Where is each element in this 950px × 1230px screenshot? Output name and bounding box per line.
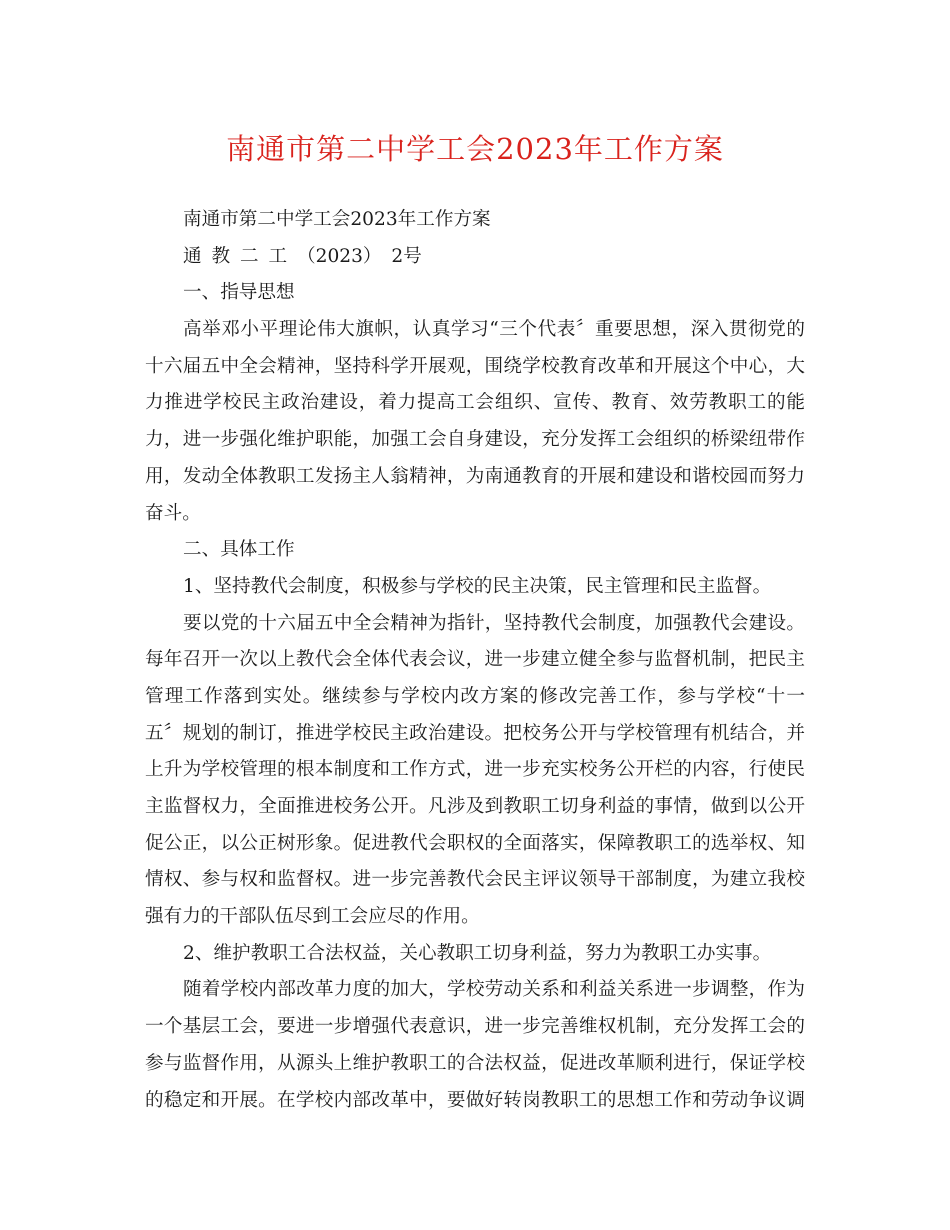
paragraph-line: 每年召开一次以上教代会全体代表会议，进一步建立健全参与监督机制，把民主 [145,649,805,671]
paragraph-line: 奋斗。 [145,502,201,524]
paragraph-line: 十六届五中全会精神，坚持科学开展观，围绕学校教育改革和开展这个中心，大 [145,355,805,377]
subtitle-line: 南通市第二中学工会2023年工作方案 [183,209,491,230]
paragraph-line: 上升为学校管理的根本制度和工作方式，进一步充实校务公开栏的内容，行使民 [145,759,805,781]
document-number-line: 通 教 二 工 （2023） 2号 [183,245,422,267]
paragraph-line: 促公正，以公正树形象。促进教代会职权的全面落实，保障教职工的选举权、知 [145,832,805,854]
section-heading-guiding-ideology: 一、指导思想 [183,282,295,304]
paragraph-line: 强有力的干部队伍尽到工会应尽的作用。 [145,906,480,928]
paragraph-line: 随着学校内部改革力度的加大，学校劳动关系和利益关系进一步调整，作为 [183,979,805,1001]
paragraph-line: 一个基层工会，要进一步增强代表意识，进一步完善维权机制，充分发挥工会的 [145,1016,805,1038]
paragraph-line: 力推进学校民主政治建设，着力提高工会组织、宣传、教育、效劳教职工的能 [145,392,805,414]
item-heading-2: 2、维护教职工合法权益，关心教职工切身利益，努力为教职工办实事。 [183,942,772,964]
paragraph-line: 五〞规划的制订，推进学校民主政治建设。把校务公开与学校管理有机结合，并 [145,722,805,744]
paragraph-line: 力，进一步强化维护职能，加强工会自身建设，充分发挥工会组织的桥梁纽带作 [145,429,805,451]
paragraph-line: 主监督权力，全面推进校务公开。凡涉及到教职工切身利益的事情，做到以公开 [145,796,805,817]
paragraph-line: 高举邓小平理论伟大旗帜，认真学习“三个代表〞重要思想，深入贯彻党的 [183,319,805,341]
document-title: 南通市第二中学工会2023年工作方案 [226,132,724,166]
paragraph-line: 要以党的十六届五中全会精神为指针，坚持教代会制度，加强教代会建设。 [183,612,805,634]
paragraph-line: 的稳定和开展。在学校内部改革中，要做好转岗教职工的思想工作和劳动争议调 [145,1089,805,1111]
paragraph-line: 情权、参与权和监督权。进一步完善教代会民主评议领导干部制度，为建立我校 [145,869,805,891]
document-body [145,202,805,1119]
paragraph-line: 用，发动全体教职工发扬主人翁精神，为南通教育的开展和建设和谐校园而努力 [145,465,805,487]
paragraph-line: 参与监督作用，从源头上维护教职工的合法权益，促进改革顺利进行，保证学校 [145,1052,805,1074]
section-heading-specific-work: 二、具体工作 [183,539,295,561]
item-heading-1: 1、坚持教代会制度，积极参与学校的民主决策，民主管理和民主监督。 [183,575,772,597]
paragraph-line: 管理工作落到实处。继续参与学校内改方案的修改完善工作，参与学校“十一 [145,685,805,707]
